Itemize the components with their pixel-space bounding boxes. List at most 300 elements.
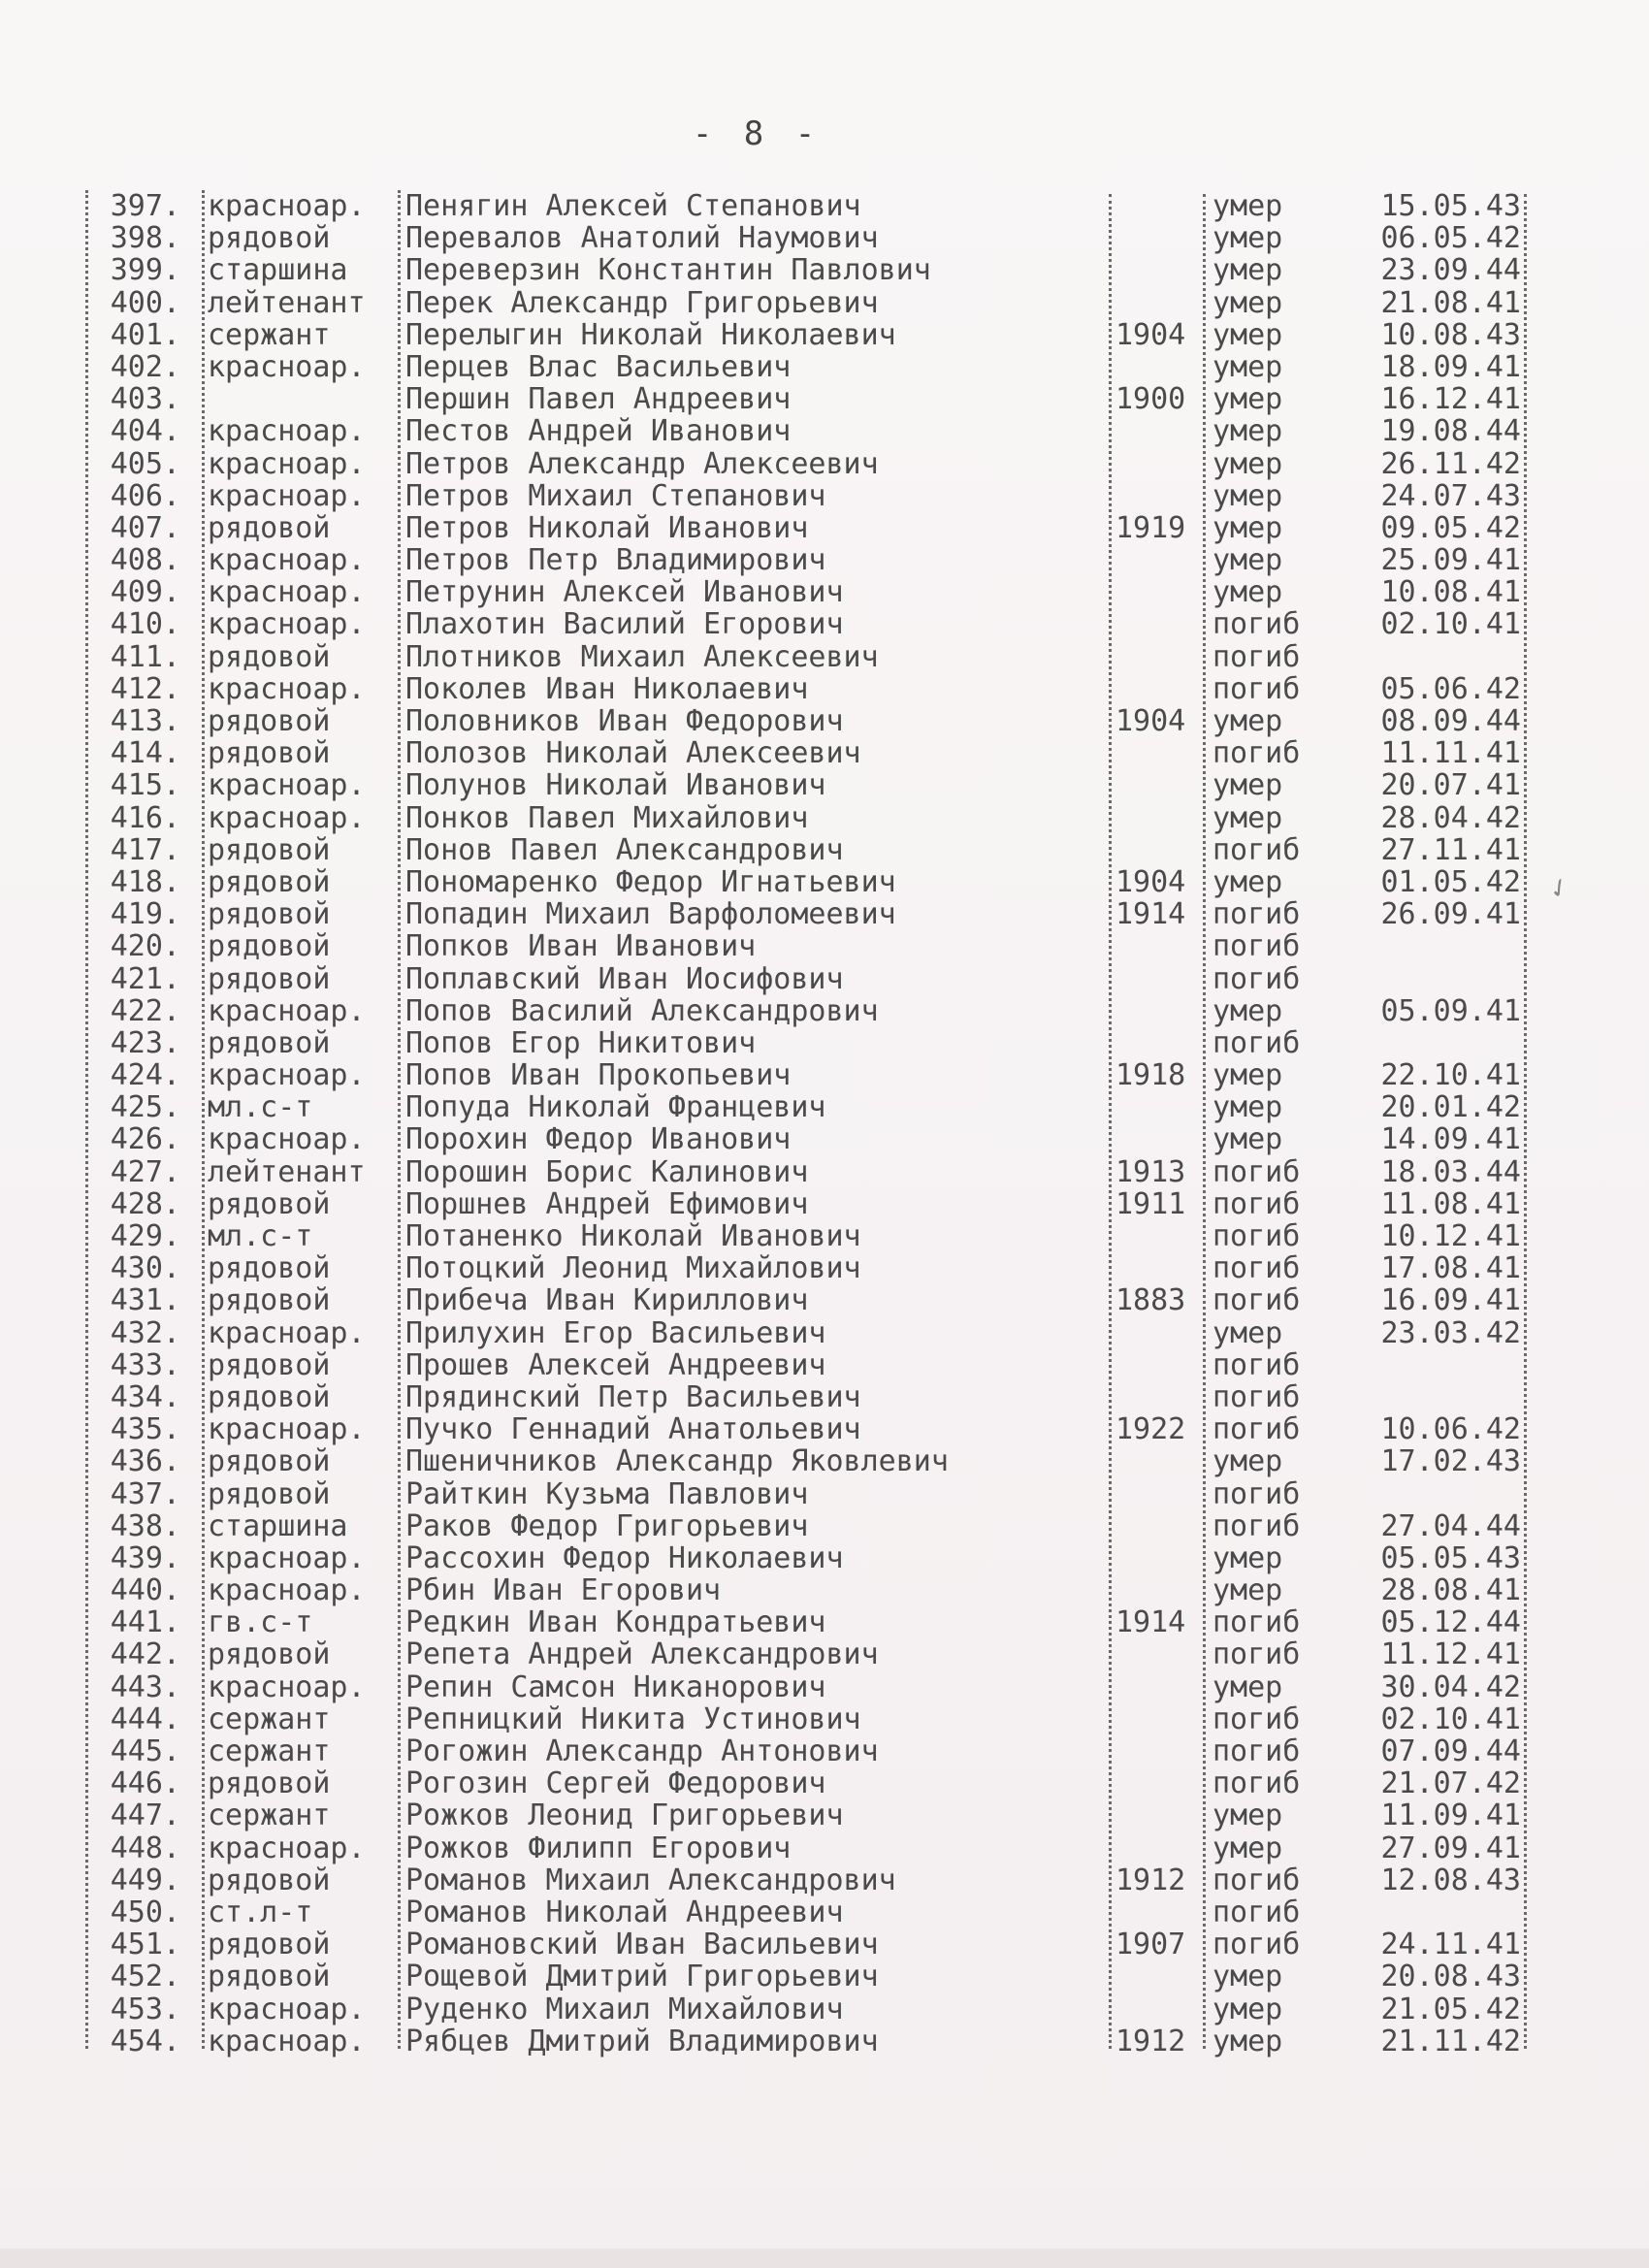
entry-rank: красноар. — [208, 414, 366, 449]
entry-name: Попадин Михаил Варфоломеевич — [405, 897, 896, 932]
entry-fate: погиб — [1212, 1025, 1301, 1060]
entry-number: 425. — [110, 1090, 180, 1125]
entry-date: 10.12.41 — [1380, 1219, 1521, 1253]
entry-date: 27.04.44 — [1380, 1508, 1521, 1543]
entry-name: Потоцкий Леонид Михайлович — [405, 1251, 861, 1286]
table-row — [0, 2025, 1649, 2057]
entry-number: 416. — [110, 800, 180, 835]
entry-rank: рядовой — [208, 510, 331, 545]
entry-number: 428. — [110, 1186, 180, 1221]
entry-fate: умер — [1212, 1444, 1283, 1479]
entry-name: Пшеничников Александр Яковлевич — [405, 1444, 949, 1479]
entry-fate: погиб — [1212, 736, 1301, 771]
entry-rank: красноар. — [208, 768, 366, 803]
entry-rank: красноар. — [208, 1058, 366, 1093]
entry-number: 442. — [110, 1637, 180, 1672]
entry-fate: погиб — [1212, 1508, 1301, 1543]
entry-rank: старшина — [208, 253, 348, 288]
entry-number: 437. — [110, 1476, 180, 1511]
entry-birth-year: 1919 — [1116, 510, 1186, 545]
entry-fate: умер — [1212, 253, 1283, 288]
entry-fate: погиб — [1212, 1347, 1301, 1382]
entry-fate: погиб — [1212, 1895, 1301, 1929]
entry-number: 424. — [110, 1058, 180, 1093]
entry-fate: умер — [1212, 575, 1283, 610]
entry-name: Потаненко Николай Иванович — [405, 1219, 861, 1253]
entry-date: 17.08.41 — [1380, 1251, 1521, 1286]
entry-fate: умер — [1212, 1540, 1283, 1575]
entry-fate: умер — [1212, 1669, 1283, 1704]
entry-rank: рядовой — [208, 1379, 331, 1414]
entry-name: Перевалов Анатолий Наумович — [405, 221, 879, 256]
entry-number: 427. — [110, 1154, 180, 1189]
table-row — [0, 383, 1649, 415]
entry-rank: рядовой — [208, 1476, 331, 1511]
table-row — [0, 834, 1649, 866]
entry-birth-year: 1914 — [1116, 1605, 1186, 1640]
entry-fate: умер — [1212, 382, 1283, 417]
entry-name: Половников Иван Федорович — [405, 704, 844, 738]
entry-date: 27.09.41 — [1380, 1831, 1521, 1865]
table-row — [0, 1638, 1649, 1670]
entry-name: Редкин Иван Кондратьевич — [405, 1605, 826, 1640]
entry-fate: погиб — [1212, 1186, 1301, 1221]
entry-rank: рядовой — [208, 704, 331, 738]
entry-name: Попуда Николай Францевич — [405, 1090, 826, 1125]
table-row — [0, 705, 1649, 737]
table-row — [0, 1703, 1649, 1735]
entry-rank: рядовой — [208, 961, 331, 996]
entry-number: 423. — [110, 1025, 180, 1060]
entry-fate: умер — [1212, 704, 1283, 738]
entry-number: 439. — [110, 1540, 180, 1575]
entry-number: 430. — [110, 1251, 180, 1286]
entry-rank: рядовой — [208, 832, 331, 867]
entry-rank: красноар. — [208, 1831, 366, 1865]
entry-name: Перелыгин Николай Николаевич — [405, 317, 896, 352]
table-row — [0, 898, 1649, 930]
entry-name: Пономаренко Федор Игнатьевич — [405, 864, 896, 899]
entry-name: Попов Иван Прокопьевич — [405, 1058, 792, 1093]
table-row — [0, 963, 1649, 995]
entry-name: Петров Михаил Степанович — [405, 478, 826, 513]
entry-fate: умер — [1212, 189, 1283, 223]
entry-number: 397. — [110, 189, 180, 223]
table-row — [0, 995, 1649, 1027]
entry-rank: сержант — [208, 317, 331, 352]
entry-fate: погиб — [1212, 1863, 1301, 1897]
entry-name: Райткин Кузьма Павлович — [405, 1476, 809, 1511]
entry-number: 434. — [110, 1379, 180, 1414]
table-row — [0, 1349, 1649, 1381]
entry-birth-year: 1883 — [1116, 1283, 1186, 1318]
entry-number: 411. — [110, 639, 180, 674]
entry-fate: погиб — [1212, 961, 1301, 996]
entry-number: 431. — [110, 1283, 180, 1318]
entry-rank: гв.с-т — [208, 1605, 313, 1640]
entry-birth-year: 1900 — [1116, 382, 1186, 417]
casualty-list — [0, 190, 1649, 2057]
entry-date: 07.09.44 — [1380, 1734, 1521, 1768]
entry-fate: погиб — [1212, 1701, 1301, 1736]
entry-fate: умер — [1212, 221, 1283, 256]
entry-rank: красноар. — [208, 671, 366, 706]
entry-number: 448. — [110, 1831, 180, 1865]
entry-fate: погиб — [1212, 832, 1301, 867]
entry-number: 412. — [110, 671, 180, 706]
entry-rank: сержант — [208, 1701, 331, 1736]
entry-rank: рядовой — [208, 1347, 331, 1382]
entry-date: 19.08.44 — [1380, 414, 1521, 449]
entry-date: 23.09.44 — [1380, 253, 1521, 288]
entry-name: Петрунин Алексей Иванович — [405, 575, 844, 610]
entry-fate: умер — [1212, 1573, 1283, 1608]
entry-date: 24.07.43 — [1380, 478, 1521, 513]
entry-date: 11.12.41 — [1380, 1637, 1521, 1672]
entry-fate: погиб — [1212, 1928, 1301, 1962]
entry-fate: погиб — [1212, 929, 1301, 964]
entry-number: 409. — [110, 575, 180, 610]
entry-rank: красноар. — [208, 1315, 366, 1350]
table-row — [0, 1059, 1649, 1091]
table-row — [0, 1864, 1649, 1896]
entry-rank: рядовой — [208, 1025, 331, 1060]
entry-fate: умер — [1212, 478, 1283, 513]
entry-date: 05.05.43 — [1380, 1540, 1521, 1575]
entry-date: 10.08.43 — [1380, 317, 1521, 352]
table-row — [0, 1156, 1649, 1188]
entry-number: 451. — [110, 1928, 180, 1962]
entry-name: Поколев Иван Николаевич — [405, 671, 809, 706]
entry-name: Рбин Иван Егорович — [405, 1573, 722, 1608]
entry-number: 410. — [110, 607, 180, 642]
entry-date: 20.07.41 — [1380, 768, 1521, 803]
entry-number: 432. — [110, 1315, 180, 1350]
entry-fate: умер — [1212, 1090, 1283, 1125]
entry-rank: старшина — [208, 1508, 348, 1543]
table-row — [0, 1413, 1649, 1445]
table-row — [0, 1317, 1649, 1349]
entry-fate: погиб — [1212, 1219, 1301, 1253]
table-row — [0, 802, 1649, 834]
entry-name: Рассохин Федор Николаевич — [405, 1540, 844, 1575]
table-row — [0, 448, 1649, 480]
entry-date: 18.09.41 — [1380, 349, 1521, 384]
entry-number: 418. — [110, 864, 180, 899]
entry-rank: красноар. — [208, 189, 366, 223]
entry-name: Рожков Леонид Григорьевич — [405, 1798, 844, 1833]
table-row — [0, 1767, 1649, 1799]
table-row — [0, 1510, 1649, 1542]
entry-name: Пестов Андрей Иванович — [405, 414, 792, 449]
entry-date: 24.11.41 — [1380, 1928, 1521, 1962]
entry-number: 441. — [110, 1605, 180, 1640]
entry-fate: умер — [1212, 1315, 1283, 1350]
entry-number: 398. — [110, 221, 180, 256]
entry-name: Рогожин Александр Антонович — [405, 1734, 879, 1768]
entry-date: 23.03.42 — [1380, 1315, 1521, 1350]
entry-fate: умер — [1212, 1831, 1283, 1865]
entry-date: 17.02.43 — [1380, 1444, 1521, 1479]
entry-date: 21.08.41 — [1380, 285, 1521, 320]
entry-rank: красноар. — [208, 1412, 366, 1447]
table-row — [0, 1123, 1649, 1155]
entry-name: Репета Андрей Александрович — [405, 1637, 879, 1672]
table-row — [0, 1574, 1649, 1606]
entry-date: 05.09.41 — [1380, 993, 1521, 1028]
entry-name: Раков Федор Григорьевич — [405, 1508, 809, 1543]
entry-rank: красноар. — [208, 349, 366, 384]
entry-date: 25.09.41 — [1380, 543, 1521, 578]
entry-number: 400. — [110, 285, 180, 320]
table-row — [0, 1188, 1649, 1220]
entry-number: 407. — [110, 510, 180, 545]
entry-date: 26.09.41 — [1380, 897, 1521, 932]
table-row — [0, 1220, 1649, 1252]
entry-name: Прошев Алексей Андреевич — [405, 1347, 826, 1382]
table-row — [0, 1027, 1649, 1059]
entry-rank: рядовой — [208, 221, 331, 256]
entry-date: 11.11.41 — [1380, 736, 1521, 771]
entry-fate: умер — [1212, 349, 1283, 384]
table-row — [0, 480, 1649, 512]
table-row — [0, 415, 1649, 447]
table-row — [0, 641, 1649, 673]
entry-rank: красноар. — [208, 478, 366, 513]
entry-number: 443. — [110, 1669, 180, 1704]
entry-number: 454. — [110, 2024, 180, 2058]
table-row — [0, 1832, 1649, 1864]
entry-name: Пенягин Алексей Степанович — [405, 189, 861, 223]
entry-name: Поршнев Андрей Ефимович — [405, 1186, 809, 1221]
entry-number: 402. — [110, 349, 180, 384]
entry-name: Рогозин Сергей Федорович — [405, 1766, 826, 1801]
entry-name: Попов Егор Никитович — [405, 1025, 757, 1060]
entry-name: Рябцев Дмитрий Владимирович — [405, 2024, 879, 2058]
entry-rank: сержант — [208, 1734, 331, 1768]
entry-date: 26.11.42 — [1380, 446, 1521, 481]
entry-number: 453. — [110, 1992, 180, 2026]
entry-name: Руденко Михаил Михайлович — [405, 1992, 844, 2026]
entry-number: 422. — [110, 993, 180, 1028]
entry-rank: мл.с-т — [208, 1219, 313, 1253]
entry-date: 10.06.42 — [1380, 1412, 1521, 1447]
entry-number: 435. — [110, 1412, 180, 1447]
entry-rank: рядовой — [208, 1637, 331, 1672]
entry-fate: умер — [1212, 1960, 1283, 1994]
entry-name: Порошин Борис Калинович — [405, 1154, 809, 1189]
entry-name: Романов Николай Андреевич — [405, 1895, 844, 1929]
entry-fate: умер — [1212, 768, 1283, 803]
entry-rank: рядовой — [208, 897, 331, 932]
entry-birth-year: 1918 — [1116, 1058, 1186, 1093]
table-row — [0, 1960, 1649, 1993]
entry-name: Прибеча Иван Кириллович — [405, 1283, 809, 1318]
entry-name: Переверзин Константин Павлович — [405, 253, 931, 288]
entry-rank: рядовой — [208, 1283, 331, 1318]
entry-rank: лейтенант — [208, 285, 366, 320]
entry-date: 05.12.44 — [1380, 1605, 1521, 1640]
table-row — [0, 1896, 1649, 1928]
entry-date: 02.10.41 — [1380, 1701, 1521, 1736]
entry-rank: красноар. — [208, 543, 366, 578]
entry-number: 403. — [110, 382, 180, 417]
entry-name: Поплавский Иван Иосифович — [405, 961, 844, 996]
entry-name: Прилухин Егор Васильевич — [405, 1315, 826, 1350]
table-row — [0, 1445, 1649, 1477]
table-row — [0, 673, 1649, 705]
table-row — [0, 222, 1649, 254]
entry-name: Романов Михаил Александрович — [405, 1863, 896, 1897]
entry-date: 21.11.42 — [1380, 2024, 1521, 2058]
entry-rank: красноар. — [208, 1573, 366, 1608]
entry-rank: красноар. — [208, 1992, 366, 2026]
entry-rank: рядовой — [208, 929, 331, 964]
entry-birth-year: 1912 — [1116, 2024, 1186, 2058]
entry-name: Рощевой Дмитрий Григорьевич — [405, 1960, 879, 1994]
entry-fate: погиб — [1212, 1412, 1301, 1447]
table-row — [0, 1091, 1649, 1123]
entry-name: Романовский Иван Васильевич — [405, 1928, 879, 1962]
entry-number: 438. — [110, 1508, 180, 1543]
entry-rank: красноар. — [208, 607, 366, 642]
entry-date: 21.05.42 — [1380, 1992, 1521, 2026]
entry-rank: красноар. — [208, 575, 366, 610]
entry-fate: погиб — [1212, 607, 1301, 642]
entry-fate: умер — [1212, 543, 1283, 578]
table-row — [0, 351, 1649, 383]
table-row — [0, 1928, 1649, 1960]
entry-date: 21.07.42 — [1380, 1766, 1521, 1801]
entry-rank: красноар. — [208, 1669, 366, 1704]
entry-rank: красноар. — [208, 1122, 366, 1157]
entry-date: 20.08.43 — [1380, 1960, 1521, 1994]
entry-name: Першин Павел Андреевич — [405, 382, 792, 417]
table-row — [0, 1252, 1649, 1284]
entry-fate: умер — [1212, 317, 1283, 352]
entry-birth-year: 1904 — [1116, 864, 1186, 899]
entry-fate: умер — [1212, 800, 1283, 835]
entry-number: 399. — [110, 253, 180, 288]
table-row — [0, 1671, 1649, 1703]
entry-number: 401. — [110, 317, 180, 352]
check-mark-icon: ✓ — [1542, 868, 1575, 908]
entry-date: 27.11.41 — [1380, 832, 1521, 867]
scan-edge — [0, 2249, 1649, 2268]
entry-date: 06.05.42 — [1380, 221, 1521, 256]
entry-rank: рядовой — [208, 1766, 331, 1801]
entry-number: 450. — [110, 1895, 180, 1929]
entry-rank: рядовой — [208, 1928, 331, 1962]
entry-rank: лейтенант — [208, 1154, 366, 1189]
entry-date: 10.08.41 — [1380, 575, 1521, 610]
table-row — [0, 190, 1649, 222]
entry-rank: рядовой — [208, 1186, 331, 1221]
entry-date: 22.10.41 — [1380, 1058, 1521, 1093]
entry-date: 11.08.41 — [1380, 1186, 1521, 1221]
entry-rank: ст.л-т — [208, 1895, 313, 1929]
entry-date: 11.09.41 — [1380, 1798, 1521, 1833]
entry-name: Попов Василий Александрович — [405, 993, 879, 1028]
entry-number: 447. — [110, 1798, 180, 1833]
table-row — [0, 1993, 1649, 2025]
entry-name: Попков Иван Иванович — [405, 929, 757, 964]
entry-number: 421. — [110, 961, 180, 996]
entry-fate: погиб — [1212, 1637, 1301, 1672]
entry-date: 12.08.43 — [1380, 1863, 1521, 1897]
entry-name: Рожков Филипп Егорович — [405, 1831, 792, 1865]
entry-name: Плахотин Василий Егорович — [405, 607, 844, 642]
entry-birth-year: 1904 — [1116, 704, 1186, 738]
entry-fate: погиб — [1212, 1766, 1301, 1801]
entry-fate: умер — [1212, 285, 1283, 320]
entry-number: 420. — [110, 929, 180, 964]
entry-fate: умер — [1212, 1058, 1283, 1093]
table-row — [0, 1381, 1649, 1413]
entry-name: Порохин Федор Иванович — [405, 1122, 792, 1157]
table-row — [0, 544, 1649, 576]
entry-fate: умер — [1212, 446, 1283, 481]
entry-name: Прядинский Петр Васильевич — [405, 1379, 861, 1414]
entry-rank: рядовой — [208, 1863, 331, 1897]
entry-date: 16.09.41 — [1380, 1283, 1521, 1318]
entry-date: 28.04.42 — [1380, 800, 1521, 835]
entry-fate: погиб — [1212, 1476, 1301, 1511]
entry-number: 429. — [110, 1219, 180, 1253]
entry-fate: умер — [1212, 414, 1283, 449]
entry-rank: красноар. — [208, 446, 366, 481]
entry-rank: мл.с-т — [208, 1090, 313, 1125]
entry-fate: погиб — [1212, 1379, 1301, 1414]
entry-name: Репницкий Никита Устинович — [405, 1701, 861, 1736]
entry-date: 20.01.42 — [1380, 1090, 1521, 1125]
entry-number: 445. — [110, 1734, 180, 1768]
table-row — [0, 866, 1649, 898]
entry-fate: погиб — [1212, 671, 1301, 706]
entry-birth-year: 1914 — [1116, 897, 1186, 932]
entry-fate: умер — [1212, 1992, 1283, 2026]
entry-fate: умер — [1212, 510, 1283, 545]
page-number: - 8 - — [692, 114, 822, 153]
table-row — [0, 576, 1649, 608]
entry-number: 440. — [110, 1573, 180, 1608]
entry-name: Полунов Николай Иванович — [405, 768, 826, 803]
entry-number: 419. — [110, 897, 180, 932]
entry-rank: рядовой — [208, 639, 331, 674]
entry-fate: умер — [1212, 1798, 1283, 1833]
entry-number: 426. — [110, 1122, 180, 1157]
entry-rank: сержант — [208, 1798, 331, 1833]
table-row — [0, 608, 1649, 640]
entry-rank: красноар. — [208, 2024, 366, 2058]
table-row — [0, 1542, 1649, 1574]
entry-name: Плотников Михаил Алексеевич — [405, 639, 879, 674]
entry-name: Петров Петр Владимирович — [405, 543, 826, 578]
table-row — [0, 512, 1649, 544]
entry-number: 408. — [110, 543, 180, 578]
entry-fate: умер — [1212, 993, 1283, 1028]
entry-rank: рядовой — [208, 1444, 331, 1479]
entry-number: 404. — [110, 414, 180, 449]
entry-date: 02.10.41 — [1380, 607, 1521, 642]
table-row — [0, 254, 1649, 286]
entry-date: 14.09.41 — [1380, 1122, 1521, 1157]
entry-fate: умер — [1212, 2024, 1283, 2058]
entry-number: 405. — [110, 446, 180, 481]
table-row — [0, 287, 1649, 319]
entry-date: 05.06.42 — [1380, 671, 1521, 706]
table-row — [0, 319, 1649, 351]
